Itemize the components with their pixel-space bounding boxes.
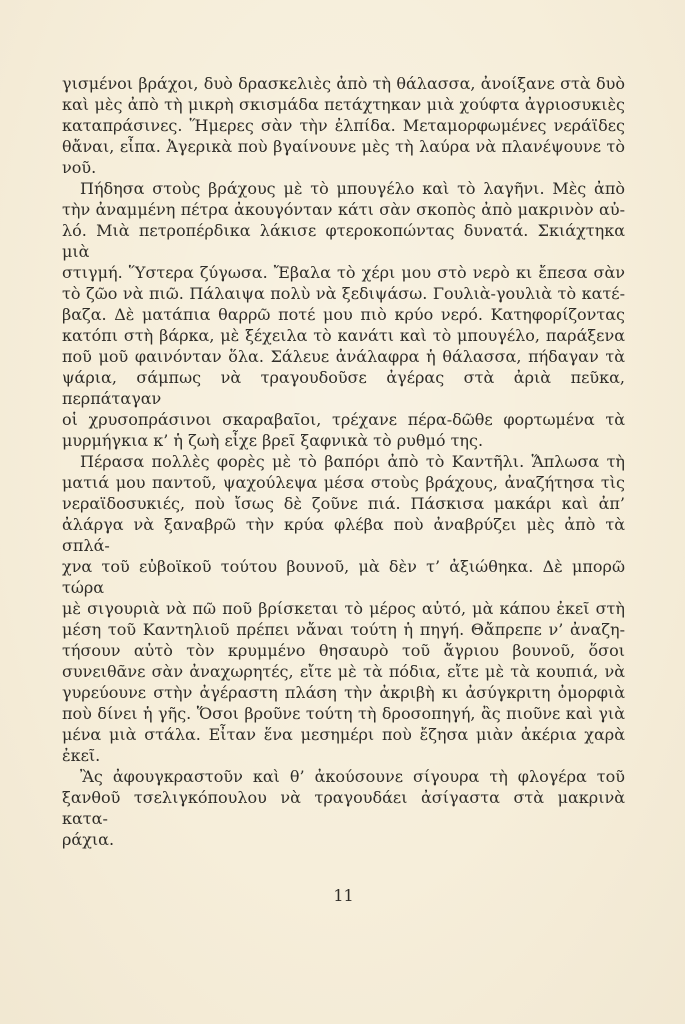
text-line: στιγμή. Ὕστερα ζύγωσα. Ἔβαλα τὸ χέρι μου στὸ νερὸ κι ἔπεσα σὰν	[62, 263, 625, 282]
paragraph	[62, 73, 625, 178]
text-line: καταπράσινες. Ἥμερες σὰν τὴν ἐλπίδα. Μεταμορφωμένες νεράϊδες	[62, 116, 625, 135]
text-line: καὶ μὲς ἀπὸ τὴ μικρὴ σκισμάδα πετάχτηκαν μιὰ χούφτα ἀγριοσυκιὲς	[62, 95, 625, 114]
text-line: βαζα. Δὲ ματάπια θαρρῶ ποτέ μου πιὸ κρύο νερό. Κατηφορίζοντας	[62, 305, 625, 324]
text-line: μυρμήγκια κ’ ἡ ζωὴ εἶχε βρεῖ ξαφνικὰ τὸ ρυθμό της.	[62, 431, 484, 450]
body-text	[62, 73, 625, 850]
text-line: κατόπι στὴ βάρκα, μὲ ξέχειλα τὸ κανάτι καὶ τὸ μπουγέλο, παράξενα	[62, 326, 625, 345]
text-line: ξανθοῦ τσελιγκόπουλου νὰ τραγουδάει ἀσίγαστα στὰ μακρινὰ κατα-	[62, 788, 625, 828]
text-line: ἀλάργα νὰ ξαναβρῶ τὴν κρύα φλέβα ποὺ ἀναβρύζει μὲς ἀπὸ τὰ σπλά-	[62, 515, 625, 555]
paragraph	[62, 451, 625, 766]
paragraph	[62, 766, 625, 850]
text-line: ματιά μου παντοῦ, ψαχούλεψα μέσα στοὺς βράχους, ἀναζήτησα τὶς	[62, 473, 625, 492]
text-line: ψάρια, σάμπως νὰ τραγουδοῦσε ἀγέρας στὰ ἀριὰ πεῦκα, περπάταγαν	[62, 368, 625, 408]
text-line: τήσουν αὐτὸ τὸν κρυμμένο θησαυρὸ τοῦ ἄγριου βουνοῦ, ὅσοι	[62, 641, 625, 660]
text-line: νοῦ.	[62, 158, 97, 177]
text-line: Ἂς ἀφουγκραστοῦν καὶ θ’ ἀκούσουνε σίγουρα τὴ φλογέρα τοῦ	[80, 767, 625, 786]
text-line: τὴν ἀναμμένη πέτρα ἀκουγόνταν κάτι σὰν σκοπὸς ἀπὸ μακρινὸν αὐ-	[62, 200, 625, 219]
text-line: λό. Μιὰ πετροπέρδικα λάκισε φτεροκοπώντας δυνατά. Σκιάχτηκα μιὰ	[62, 221, 625, 261]
text-line: συνειθᾶνε σὰν ἀναχωρητές, εἴτε μὲ τὰ πόδια, εἴτε μὲ τὰ κουπιά, νὰ	[62, 662, 625, 681]
text-line: Πέρασα πολλὲς φορὲς μὲ τὸ βαπόρι ἀπὸ τὸ Καντῆλι. Ἅπλωσα τὴ	[80, 452, 625, 471]
text-line: γισμένοι βράχοι, δυὸ δρασκελιὲς ἀπὸ τὴ θάλασσα, ἀνοίξανε στὰ δυὸ	[62, 74, 625, 93]
text-line: τὸ ζῶο νὰ πιῶ. Πάλαιψα πολὺ νὰ ξεδιψάσω. Γουλιὰ-γουλιὰ τὸ κατέ-	[62, 284, 625, 303]
text-line: νεραϊδοσυκιές, ποὺ ἴσως δὲ ζοῦνε πιά. Πάσκισα μακάρι καὶ ἀπ’	[62, 494, 625, 513]
paragraph	[62, 178, 625, 451]
text-line: οἱ χρυσοπράσινοι σκαραβαῖοι, τρέχανε πέρα-δῶθε φορτωμένα τὰ	[62, 410, 625, 429]
text-line: ράχια.	[62, 830, 115, 849]
text-line: χνα τοῦ εὐβοϊκοῦ τούτου βουνοῦ, μὰ δὲν τ’ ἀξιώθηκα. Δὲ μπορῶ τώρα	[62, 557, 625, 597]
text-line: ποὺ δίνει ἡ γῆς. Ὅσοι βροῦνε τούτη τὴ δροσοπηγή, ἂς πιοῦνε καὶ γιὰ	[62, 704, 625, 723]
text-line: μένα μιὰ στάλα. Εἶταν ἕνα μεσημέρι ποὺ ἔζησα μιὰν ἀκέρια χαρὰ	[62, 725, 625, 744]
text-line: ἐκεῖ.	[62, 746, 101, 765]
text-line: Πήδησα στοὺς βράχους μὲ τὸ μπουγέλο καὶ τὸ λαγῆνι. Μὲς ἀπὸ	[80, 179, 625, 198]
text-line: γυρεύουνε στὴν ἀγέραστη πλάση τὴν ἀκριβὴ κι ἀσύγκριτη ὀμορφιὰ	[62, 683, 625, 702]
page-number: 11	[333, 886, 354, 905]
text-line: ποῦ μοῦ φαινόνταν ὅλα. Σάλευε ἀνάλαφρα ἡ θάλασσα, πήδαγαν τὰ	[62, 347, 625, 366]
text-line: μέση τοῦ Καντηλιοῦ πρέπει νἄναι τούτη ἡ πηγή. Θἄπρεπε ν’ ἀναζη-	[62, 620, 625, 639]
text-line: μὲ σιγουριὰ νὰ πῶ ποῦ βρίσκεται τὸ μέρος αὐτό, μὰ κάπου ἐκεῖ στὴ	[62, 599, 625, 618]
text-line: θἄναι, εἶπα. Ἀγερικὰ ποὺ βγαίνουνε μὲς τὴ λαύρα νὰ πλανέψουνε τὸ	[62, 137, 625, 156]
